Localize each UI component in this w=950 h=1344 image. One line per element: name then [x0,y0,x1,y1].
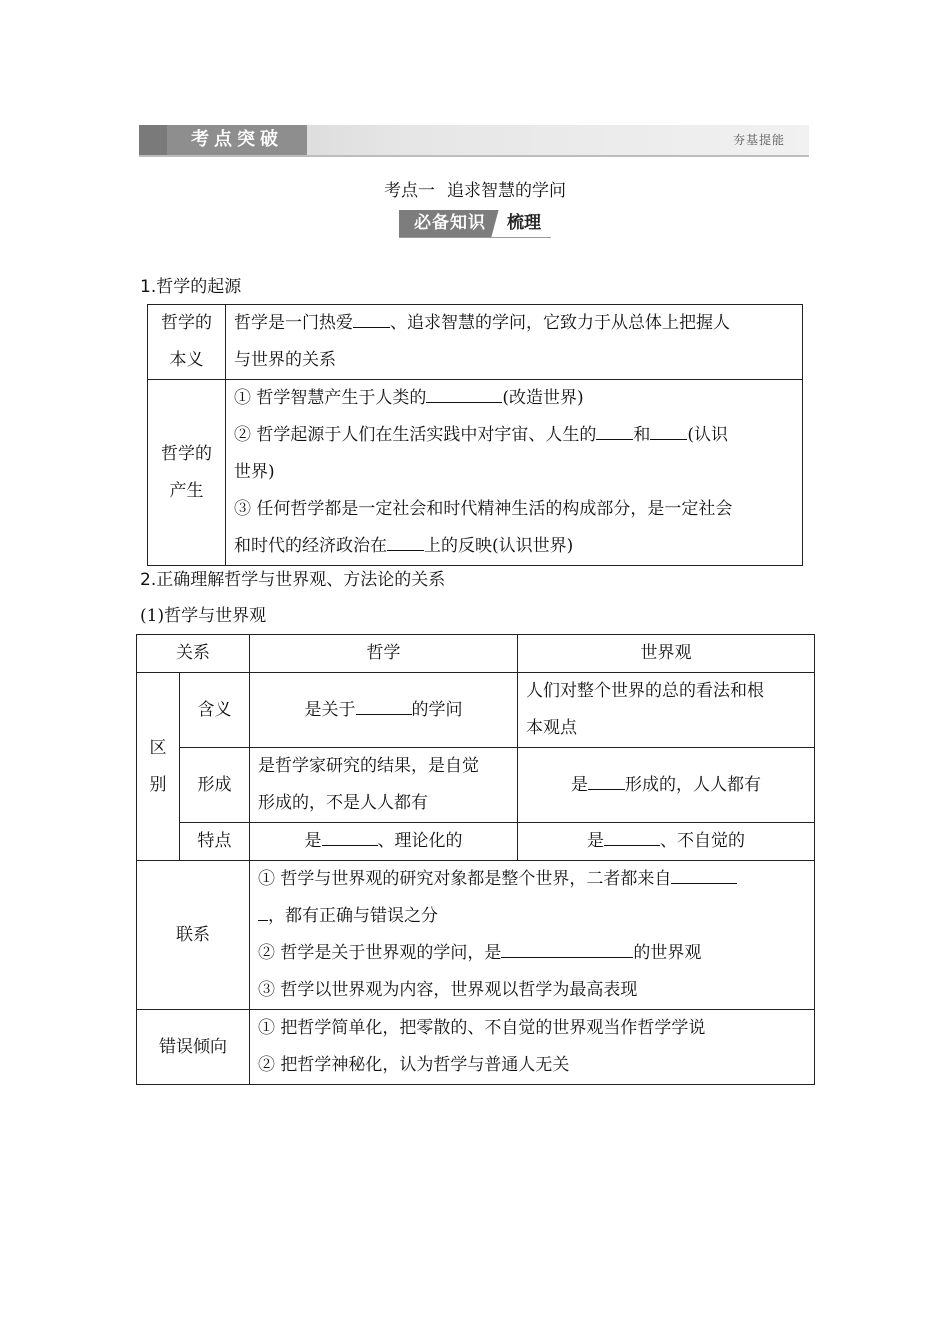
table-row [148,380,803,566]
row-label: 特点 [180,823,250,861]
table-row [137,823,815,861]
origin-table [147,304,803,566]
part2-subheading: (1)哲学与世界观 [140,606,267,626]
philosophy-cell: 是关于 的学问 [250,673,518,748]
table-row [137,673,815,748]
section-title-text: 追求智慧的学问 [447,181,566,201]
worldview-cell: 是 形成的，人人都有 [518,748,815,823]
fill-blank[interactable] [322,829,378,846]
fill-blank[interactable] [650,423,687,440]
philosophy-worldview-table [136,634,815,1085]
fill-blank[interactable] [387,534,424,551]
row-label-relation: 联系 [137,861,250,1010]
group-label-difference: 区 别 [137,673,180,861]
fill-blank[interactable] [501,941,633,958]
banner-accent [139,125,167,155]
fill-blank[interactable] [671,867,737,884]
worldview-cell: 是 、不自觉的 [518,823,815,861]
row-head: 哲学的 产生 [148,380,226,566]
fill-blank[interactable] [596,423,633,440]
row-content: 哲学是一门热爱 、追求智慧的学问，它致力于从总体上把握人 与世界的关系 [226,305,803,380]
philosophy-cell: 是 、理论化的 [250,823,518,861]
part1-heading: 1.哲学的起源 [140,277,242,297]
part2-heading: 2.正确理解哲学与世界观、方法论的关系 [140,570,446,590]
row-content: ① 哲学智慧产生于人类的 (改造世界) ② 哲学起源于人们在生活实践中对宇宙、人生的 和 (认识 世界) ③ 任何哲学都是一定社会和时代精神生活的构成部分，是一定社会 和时代的经济政治在 上的反映(认识世界) [226,380,803,566]
badge-right: 梳理 [507,213,541,233]
philosophy-cell: 是哲学家研究的结果，是自觉 形成的，不是人人都有 [250,748,518,823]
table-row [137,748,815,823]
knowledge-badge [399,210,551,238]
worldview-cell: 人们对整个世界的总的看法和根 本观点 [518,673,815,748]
table-row [137,861,815,1010]
banner-tab: 考点突破 [167,125,307,155]
section-banner [139,125,809,157]
row-label: 形成 [180,748,250,823]
table-row [148,305,803,380]
fill-blank[interactable] [258,904,268,921]
errors-content: ① 把哲学简单化，把零散的、不自觉的世界观当作哲学学说 ② 把哲学神秘化，认为哲学与普通人无关 [250,1010,815,1085]
header-philosophy: 哲学 [250,635,518,673]
relation-content: ① 哲学与世界观的研究对象都是整个世界，二者都来自 ，都有正确与错误之分 ② 哲学是关于世界观的学问，是 的世界观 ③ 哲学以世界观为内容，世界观以哲学为最高表现 [250,861,815,1010]
table-header-row [137,635,815,673]
row-label: 含义 [180,673,250,748]
banner-right-label: 夯基提能 [732,133,785,147]
table-row [137,1010,815,1085]
badge-left: 必备知识 [399,210,501,237]
header-worldview: 世界观 [518,635,815,673]
fill-blank[interactable] [356,698,412,715]
fill-blank[interactable] [426,386,502,403]
row-head: 哲学的 本义 [148,305,226,380]
fill-blank[interactable] [588,773,625,790]
section-title [0,176,950,201]
header-relation: 关系 [137,635,250,673]
fill-blank[interactable] [604,829,660,846]
row-label-errors: 错误倾向 [137,1010,250,1085]
fill-blank[interactable] [353,311,390,328]
section-label: 考点一 [384,181,435,201]
